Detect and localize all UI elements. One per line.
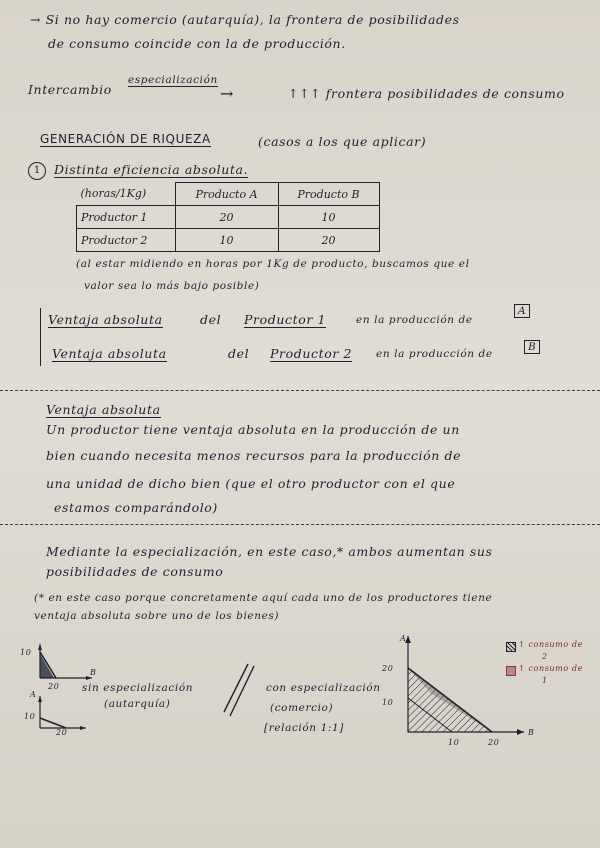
axis-label: 10 — [448, 738, 460, 747]
specialization-line: posibilidades de consumo — [46, 564, 224, 579]
section-divider — [0, 390, 600, 391]
production-table — [76, 182, 380, 252]
advantage-label: Ventaja absoluta — [48, 312, 163, 327]
axis-label: 20 — [382, 664, 394, 673]
exchange-over-label: especialización — [128, 74, 218, 86]
graph-caption: con especialización — [266, 682, 381, 694]
advantage-producer: Productor 2 — [270, 346, 353, 361]
advantage-tail: en la producción de — [376, 348, 493, 360]
exchange-result: ↑↑↑ frontera posibilidades de consumo — [288, 86, 565, 101]
legend-swatch-hatched — [506, 642, 516, 652]
definition-line: una unidad de dicho bien (que el otro productor con el que — [46, 476, 456, 491]
table-cell-b: 10 — [278, 206, 379, 229]
graph-caption: (comercio) — [270, 702, 334, 714]
note-line: valor sea lo más bajo posible) — [84, 280, 260, 292]
table-row — [77, 229, 380, 252]
axis-label: 20 — [488, 738, 500, 747]
bracket — [40, 308, 41, 366]
advantage-producer: Productor 1 — [244, 312, 327, 327]
table-header-b: Producto B — [278, 183, 379, 206]
definition-line: estamos comparándolo) — [54, 500, 218, 515]
advantage-connector: del — [200, 312, 222, 327]
legend-swatch-shaded — [506, 666, 516, 676]
axis-label: 20 — [48, 682, 60, 691]
text-line: → Si no hay comercio (autarquía), la frontera de posibilidades — [30, 12, 460, 27]
case-title: Distinta eficiencia absoluta. — [54, 162, 249, 177]
axis-label: A — [30, 690, 37, 699]
section-note: (casos a los que aplicar) — [258, 134, 427, 149]
case-number-circle: 1 — [28, 162, 46, 180]
advantage-label: Ventaja absoluta — [52, 346, 167, 361]
definition-line: bien cuando necesita menos recursos para la producción de — [46, 448, 462, 463]
axis-label: 10 — [382, 698, 394, 707]
axis-label: 10 — [20, 648, 32, 657]
axis-label: B — [90, 668, 97, 677]
table-header-a: Producto A — [175, 183, 278, 206]
table-cell-a: 20 — [175, 206, 278, 229]
separator-slashes — [218, 660, 258, 720]
advantage-tail: en la producción de — [356, 314, 473, 326]
exchange-label: Intercambio — [28, 82, 112, 97]
product-box: A — [514, 304, 530, 318]
table-cell-name: Productor 2 — [77, 229, 176, 252]
definition-line: Un productor tiene ventaja absoluta en la producción de un — [46, 422, 460, 437]
footnote-line: ventaja absoluta sobre uno de los bienes) — [34, 610, 280, 622]
graph-caption: sin especialización — [82, 682, 194, 694]
arrow-glyph: → — [220, 84, 235, 103]
advantage-connector: del — [228, 346, 250, 361]
text-line: de consumo coincide con la de producción. — [48, 36, 346, 51]
footnote-line: (* en este caso porque concretamente aquí cada uno de los productores tiene — [34, 592, 493, 604]
table-row — [77, 206, 380, 229]
axis-label: 10 — [24, 712, 36, 721]
axis-label: A — [400, 634, 407, 643]
definition-heading: Ventaja absoluta — [46, 402, 161, 417]
section-divider — [0, 524, 600, 525]
axis-label: 20 — [56, 728, 68, 737]
legend-label: 1 — [542, 676, 548, 685]
table-cell-a: 10 — [175, 229, 278, 252]
legend-label: ↑ consumo de — [518, 664, 583, 673]
graph-caption: (autarquía) — [104, 698, 171, 710]
specialization-line: Mediante la especialización, en este caso,* ambos aumentan sus — [46, 544, 493, 559]
table-cell-name: Productor 1 — [77, 206, 176, 229]
table-corner: (horas/1Kg) — [80, 187, 147, 201]
graph-caption: [relación 1:1] — [264, 722, 345, 734]
legend-label: ↑ consumo de — [518, 640, 583, 649]
axis-label: B — [528, 728, 535, 737]
legend-label: 2 — [542, 652, 548, 661]
note-line: (al estar midiendo en horas por 1Kg de producto, buscamos que el — [76, 258, 470, 270]
product-box: B — [524, 340, 540, 354]
section-title: GENERACIÓN DE RIQUEZA — [40, 132, 211, 146]
table-cell-b: 20 — [278, 229, 379, 252]
